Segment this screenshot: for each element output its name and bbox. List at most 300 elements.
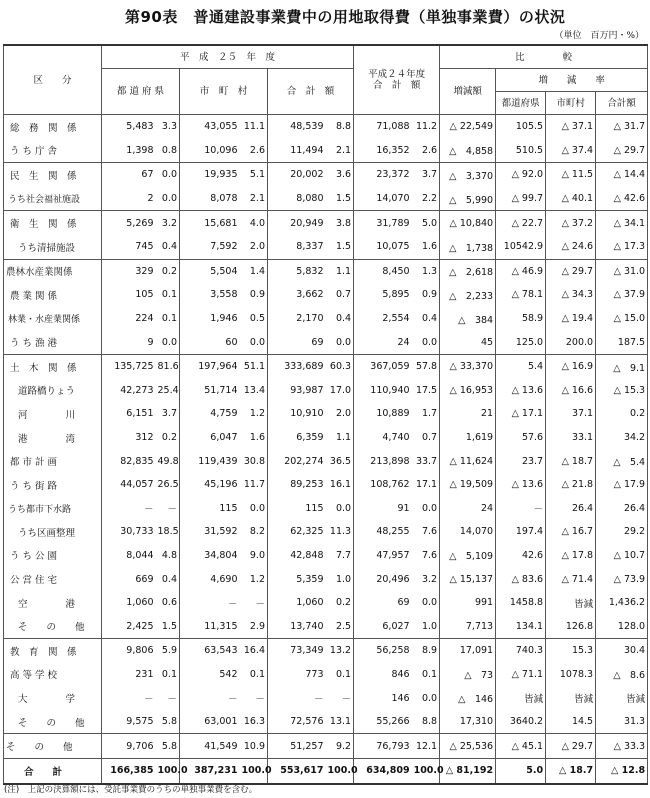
table-cell: 9,806	[102, 639, 156, 663]
table-cell: 69	[354, 591, 412, 615]
table-cell: 10542.9	[496, 235, 546, 259]
table-cell: △ 10,840	[440, 211, 496, 235]
table-cell: △ 37.4	[546, 139, 596, 163]
table-cell: 4.0	[240, 211, 268, 235]
table-cell: △ 16,953	[440, 379, 496, 403]
row-label: 総 務 関 係	[4, 115, 102, 139]
table-cell: 0.4	[326, 307, 354, 331]
table-cell: △ 10.7	[596, 544, 648, 568]
table-cell: 10,889	[354, 402, 412, 426]
table-cell: 135,725	[102, 354, 156, 378]
table-cell: △ 16.6	[546, 379, 596, 403]
table-cell: 26.5	[156, 473, 180, 497]
table-cell: △ 71.1	[496, 663, 546, 687]
table-cell: 542	[180, 663, 240, 687]
table-cell: 1.2	[240, 402, 268, 426]
table-cell: 3.6	[326, 163, 354, 187]
table-cell: 2,425	[102, 614, 156, 638]
table-cell: －	[496, 497, 546, 521]
table-cell: 31,592	[180, 520, 240, 544]
table-cell: 91	[354, 497, 412, 521]
table-cell: 16.3	[240, 710, 268, 734]
table-cell: 6,047	[180, 426, 240, 450]
table-cell: 1.1	[326, 259, 354, 283]
table-cell: 7.6	[412, 520, 440, 544]
table-cell: 48,539	[268, 115, 326, 139]
table-row	[4, 591, 648, 615]
table-cell: 5.0	[412, 211, 440, 235]
table-cell: 76,793	[354, 734, 412, 759]
table-cell: 0.0	[156, 163, 180, 187]
table-row	[4, 449, 648, 473]
table-cell: 105	[102, 283, 156, 307]
header-heisei24-line1: 平成２４年度	[368, 69, 426, 80]
table-cell: 2.9	[240, 614, 268, 638]
table-cell: 100.0	[156, 759, 180, 784]
table-cell: 2.6	[412, 139, 440, 163]
table-cell: 23.7	[496, 449, 546, 473]
table-cell: 740.3	[496, 639, 546, 663]
table-cell: 202,274	[268, 449, 326, 473]
table-cell: 17.1	[412, 473, 440, 497]
table-cell: △ 17.1	[496, 402, 546, 426]
row-label: 教 育 関 係	[4, 639, 102, 663]
table-cell: 991	[440, 591, 496, 615]
table-cell: 5,359	[268, 567, 326, 591]
table-cell: 1.4	[240, 259, 268, 283]
table-cell: 115	[268, 497, 326, 521]
table-cell: 33.1	[546, 426, 596, 450]
table-cell: 13.1	[326, 710, 354, 734]
table-cell: 24	[354, 330, 412, 354]
table-cell: 1.0	[412, 614, 440, 638]
table-cell: 197,964	[180, 354, 240, 378]
table-cell: 0.2	[156, 426, 180, 450]
header-todofuken: 都 道 府 県	[102, 69, 180, 115]
table-cell: 11,494	[268, 139, 326, 163]
table-cell: 128.0	[596, 614, 648, 638]
table-cell: 7.6	[412, 544, 440, 568]
table-cell: 0.1	[156, 283, 180, 307]
table-cell: 105.5	[496, 115, 546, 139]
table-cell: 17.0	[326, 379, 354, 403]
table-cell: 0.5	[240, 307, 268, 331]
table-row	[4, 473, 648, 497]
table-row	[4, 354, 648, 378]
table-cell: △ 25,536	[440, 734, 496, 759]
table-cell: 0.7	[326, 283, 354, 307]
table-cell: 1.5	[326, 235, 354, 259]
table-cell: △ 2,618	[440, 259, 496, 283]
table-cell: 8,080	[268, 187, 326, 211]
table-cell: △ 1,738	[440, 235, 496, 259]
table-cell: 1458.8	[496, 591, 546, 615]
row-label: 河 川	[4, 402, 102, 426]
table-cell: 47,957	[354, 544, 412, 568]
table-cell: 2.0	[240, 235, 268, 259]
table-cell: －	[102, 686, 156, 710]
table-cell: 42,273	[102, 379, 156, 403]
table-cell: 5.9	[156, 639, 180, 663]
table-cell: 0.0	[412, 591, 440, 615]
table-cell: △ 73	[440, 663, 496, 687]
table-cell: 20,496	[354, 567, 412, 591]
table-cell: △ 42.6	[596, 187, 648, 211]
table-cell: △ 11.5	[546, 163, 596, 187]
row-label: う ち 漁 港	[4, 330, 102, 354]
table-cell: 5.8	[156, 734, 180, 759]
table-cell: 29.2	[596, 520, 648, 544]
table-cell: △ 31.7	[596, 115, 648, 139]
table-cell: 8.9	[412, 639, 440, 663]
table-cell: 125.0	[496, 330, 546, 354]
table-cell: 4,690	[180, 567, 240, 591]
row-label: 高 等 学 校	[4, 663, 102, 687]
table-cell: 36.5	[326, 449, 354, 473]
row-label: 都 市 計 画	[4, 449, 102, 473]
table-cell: 8.8	[326, 115, 354, 139]
table-cell: 57.6	[496, 426, 546, 450]
table-cell: △ 11,624	[440, 449, 496, 473]
table-cell: 1.6	[240, 426, 268, 450]
table-cell: 55,266	[354, 710, 412, 734]
table-cell: △ 45.1	[496, 734, 546, 759]
table-cell: △ 40.1	[546, 187, 596, 211]
table-cell: 皆減	[596, 686, 648, 710]
row-label: そ の 他	[4, 734, 102, 759]
table-cell: △ 37.9	[596, 283, 648, 307]
row-label: うち都市下水路	[4, 497, 102, 521]
table-cell: 58.9	[496, 307, 546, 331]
table-cell: 44,057	[102, 473, 156, 497]
table-cell: －	[326, 686, 354, 710]
table-cell: 56,258	[354, 639, 412, 663]
table-cell: 13.4	[240, 379, 268, 403]
table-cell: 51.1	[240, 354, 268, 378]
table-row	[4, 259, 648, 283]
table-cell: 8,450	[354, 259, 412, 283]
table-cell: 皆減	[496, 686, 546, 710]
table-cell: △ 29.7	[596, 139, 648, 163]
table-cell: 3.7	[412, 163, 440, 187]
table-row	[4, 426, 648, 450]
table-cell: －	[180, 686, 240, 710]
table-cell: 5,504	[180, 259, 240, 283]
table-cell: 45,196	[180, 473, 240, 497]
table-cell: 37.1	[546, 402, 596, 426]
table-cell: △ 99.7	[496, 187, 546, 211]
header-ritsu-todofuken: 都道府県	[496, 92, 546, 115]
table-cell: 25.4	[156, 379, 180, 403]
table-cell: 1.7	[412, 402, 440, 426]
table-cell: 773	[268, 663, 326, 687]
table-cell: △ 13.6	[496, 473, 546, 497]
table-cell: 1.1	[326, 426, 354, 450]
table-cell: △ 4,858	[440, 139, 496, 163]
table-cell: △ 384	[440, 307, 496, 331]
table-cell: －	[180, 591, 240, 615]
table-cell: 72,576	[268, 710, 326, 734]
table-cell: 197.4	[496, 520, 546, 544]
table-cell: 9	[102, 330, 156, 354]
table-cell: 45	[440, 330, 496, 354]
table-cell: △ 146	[440, 686, 496, 710]
table-cell: －	[102, 497, 156, 521]
table-cell: 3.3	[156, 115, 180, 139]
table-cell: 73,349	[268, 639, 326, 663]
header-heisei24-line2: 合 計 額	[372, 80, 421, 91]
table-cell: 71,088	[354, 115, 412, 139]
row-label: う ち 街 路	[4, 473, 102, 497]
row-label: 合 計	[4, 759, 102, 784]
table-cell: △ 29.7	[546, 734, 596, 759]
table-cell: 634,809	[354, 759, 412, 784]
table-cell: 4,759	[180, 402, 240, 426]
table-cell: 0.6	[156, 591, 180, 615]
table-row	[4, 710, 648, 734]
table-row	[4, 734, 648, 759]
table-cell: 0.1	[326, 663, 354, 687]
table-cell: 1.5	[326, 187, 354, 211]
table-cell: 108,762	[354, 473, 412, 497]
table-cell: 3.2	[412, 567, 440, 591]
table-cell: 213,898	[354, 449, 412, 473]
table-cell: △ 34.3	[546, 283, 596, 307]
table-cell: 8,337	[268, 235, 326, 259]
table-cell: 5,269	[102, 211, 156, 235]
table-cell: △ 14.4	[596, 163, 648, 187]
table-cell: 3.8	[326, 211, 354, 235]
table-cell: 60.3	[326, 354, 354, 378]
table-cell: △ 81,192	[440, 759, 496, 784]
table-cell: 33.7	[412, 449, 440, 473]
table-row	[4, 307, 648, 331]
table-cell: 0.9	[412, 283, 440, 307]
table-cell: 3640.2	[496, 710, 546, 734]
table-cell: 21	[440, 402, 496, 426]
table-cell: 1,060	[102, 591, 156, 615]
table-cell: 3.2	[156, 211, 180, 235]
table-cell: 10,075	[354, 235, 412, 259]
row-label: 農林水産業関係	[4, 259, 102, 283]
table-cell: 2,170	[268, 307, 326, 331]
row-label: 道路橋りょう	[4, 379, 102, 403]
table-row	[4, 187, 648, 211]
table-cell: 846	[354, 663, 412, 687]
table-cell: 0.0	[240, 497, 268, 521]
table-cell: 0.9	[240, 283, 268, 307]
table-row	[4, 163, 648, 187]
table-cell: △ 34.1	[596, 211, 648, 235]
table-cell: 553,617	[268, 759, 326, 784]
table-cell: 89,253	[268, 473, 326, 497]
table-row	[4, 139, 648, 163]
table-row	[4, 330, 648, 354]
table-cell: 皆減	[546, 591, 596, 615]
table-cell: 0.0	[326, 330, 354, 354]
table-cell: △ 17.3	[596, 235, 648, 259]
table-cell: △ 22.7	[496, 211, 546, 235]
table-cell: △ 73.9	[596, 567, 648, 591]
table-cell: 224	[102, 307, 156, 331]
row-label: 農 業 関 係	[4, 283, 102, 307]
table-cell: 7,592	[180, 235, 240, 259]
table-cell: 31,789	[354, 211, 412, 235]
table-row	[4, 759, 648, 784]
table-row	[4, 211, 648, 235]
table-cell: 0.0	[156, 187, 180, 211]
table-cell: 166,385	[102, 759, 156, 784]
table-row	[4, 663, 648, 687]
table-cell: 510.5	[496, 139, 546, 163]
table-row	[4, 614, 648, 638]
table-cell: △ 16.9	[546, 354, 596, 378]
table-cell: △ 13.6	[496, 379, 546, 403]
table-cell: 126.8	[546, 614, 596, 638]
table-cell: 16.4	[240, 639, 268, 663]
table-cell: 0.0	[412, 330, 440, 354]
table-cell: △ 17.9	[596, 473, 648, 497]
table-cell: 0.0	[412, 497, 440, 521]
table-title: 第90表 普通建設事業費中の用地取得費（単独事業費）の状況	[125, 8, 566, 26]
table-cell: 11.1	[240, 115, 268, 139]
row-label: 民 生 関 係	[4, 163, 102, 187]
table-cell: 26.4	[596, 497, 648, 521]
table-cell: 1.6	[412, 235, 440, 259]
table-cell: 0.0	[240, 330, 268, 354]
table-cell: 8.2	[240, 520, 268, 544]
table-cell: 100.0	[412, 759, 440, 784]
table-cell: 81.6	[156, 354, 180, 378]
table-cell: △ 37.1	[546, 115, 596, 139]
table-body	[4, 115, 648, 784]
table-cell: 9.0	[240, 544, 268, 568]
table-cell: 5.0	[496, 759, 546, 784]
table-cell: 13,740	[268, 614, 326, 638]
table-cell: 115	[180, 497, 240, 521]
table-cell: 0.0	[412, 686, 440, 710]
table-cell: △ 46.9	[496, 259, 546, 283]
table-cell: 312	[102, 426, 156, 450]
table-cell: 0.8	[156, 139, 180, 163]
table-cell: △ 5,109	[440, 544, 496, 568]
table-row	[4, 544, 648, 568]
table-cell: 皆減	[546, 686, 596, 710]
row-label: そ の 他	[4, 710, 102, 734]
table-cell: △ 5.4	[596, 449, 648, 473]
row-label: 公 営 住 宅	[4, 567, 102, 591]
table-cell: 4,740	[354, 426, 412, 450]
table-row	[4, 283, 648, 307]
table-row	[4, 402, 648, 426]
header-shichoson: 市 町 村	[180, 69, 268, 115]
table-cell: 11.7	[240, 473, 268, 497]
table-cell: 19,935	[180, 163, 240, 187]
table-cell: 100.0	[326, 759, 354, 784]
table-cell: 23,372	[354, 163, 412, 187]
table-cell: 6,027	[354, 614, 412, 638]
table-cell: 67	[102, 163, 156, 187]
table-cell: 1,946	[180, 307, 240, 331]
table-cell: 10,910	[268, 402, 326, 426]
unit-label: （単位 百万円・%）	[554, 31, 644, 41]
table-cell: 0.4	[156, 567, 180, 591]
table-cell: 11.2	[412, 115, 440, 139]
table-cell: 3.7	[156, 402, 180, 426]
table-cell: 100.0	[240, 759, 268, 784]
table-cell: 34.2	[596, 426, 648, 450]
table-cell: 9.2	[326, 734, 354, 759]
table-cell: 119,439	[180, 449, 240, 473]
row-label: う ち 公 園	[4, 544, 102, 568]
table-cell: △ 71.4	[546, 567, 596, 591]
table-cell: 1078.3	[546, 663, 596, 687]
table-cell: 0.2	[156, 259, 180, 283]
table-cell: 2	[102, 187, 156, 211]
table-cell: 5,483	[102, 115, 156, 139]
table-cell: △ 19,509	[440, 473, 496, 497]
table-cell: 9,706	[102, 734, 156, 759]
table-cell: 0.4	[156, 235, 180, 259]
table-cell: 41,549	[180, 734, 240, 759]
table-cell: △ 83.6	[496, 567, 546, 591]
table-cell: －	[156, 497, 180, 521]
table-cell: △ 2,233	[440, 283, 496, 307]
table-cell: 0.1	[240, 663, 268, 687]
table-cell: 63,001	[180, 710, 240, 734]
footnote: (注) 上記の決算額には、受託事業費のうちの単独事業費を含む。	[4, 785, 258, 795]
table-cell: 17,310	[440, 710, 496, 734]
table-cell: △ 18.7	[546, 759, 596, 784]
table-cell: 3,662	[268, 283, 326, 307]
row-label: うち社会福祉施設	[4, 187, 102, 211]
table-cell: 2,554	[354, 307, 412, 331]
table-cell: △ 3,370	[440, 163, 496, 187]
row-label: 林業・水産業関係	[4, 307, 102, 331]
table-cell: 5,895	[354, 283, 412, 307]
table-cell: 42,848	[268, 544, 326, 568]
table-cell: 10.9	[240, 734, 268, 759]
row-label: うち区画整理	[4, 520, 102, 544]
header-heisei24	[354, 45, 440, 115]
table-cell: 20,002	[268, 163, 326, 187]
row-label: 空 港	[4, 591, 102, 615]
table-cell: 7,713	[440, 614, 496, 638]
table-cell: 14,070	[354, 187, 412, 211]
table-cell: 10,096	[180, 139, 240, 163]
table-cell: 1,619	[440, 426, 496, 450]
table-cell: 60	[180, 330, 240, 354]
table-cell: 110,940	[354, 379, 412, 403]
table-cell: 2.6	[240, 139, 268, 163]
table-cell: 8.8	[412, 710, 440, 734]
header-ritsu-shichoson: 市町村	[546, 92, 596, 115]
table-cell: 15,681	[180, 211, 240, 235]
table-cell: 0.1	[156, 663, 180, 687]
table-cell: 93,987	[268, 379, 326, 403]
table-cell: 12.1	[412, 734, 440, 759]
table-cell: △ 24.6	[546, 235, 596, 259]
table-cell: 1.2	[240, 567, 268, 591]
table-cell: 51,257	[268, 734, 326, 759]
row-label: 港 湾	[4, 426, 102, 450]
table-cell: 0.7	[412, 426, 440, 450]
table-cell: 1,398	[102, 139, 156, 163]
table-cell: 6,359	[268, 426, 326, 450]
header-zougenritsu: 増 減 率	[496, 69, 648, 92]
table-cell: 0.2	[326, 591, 354, 615]
table-cell: 14,070	[440, 520, 496, 544]
